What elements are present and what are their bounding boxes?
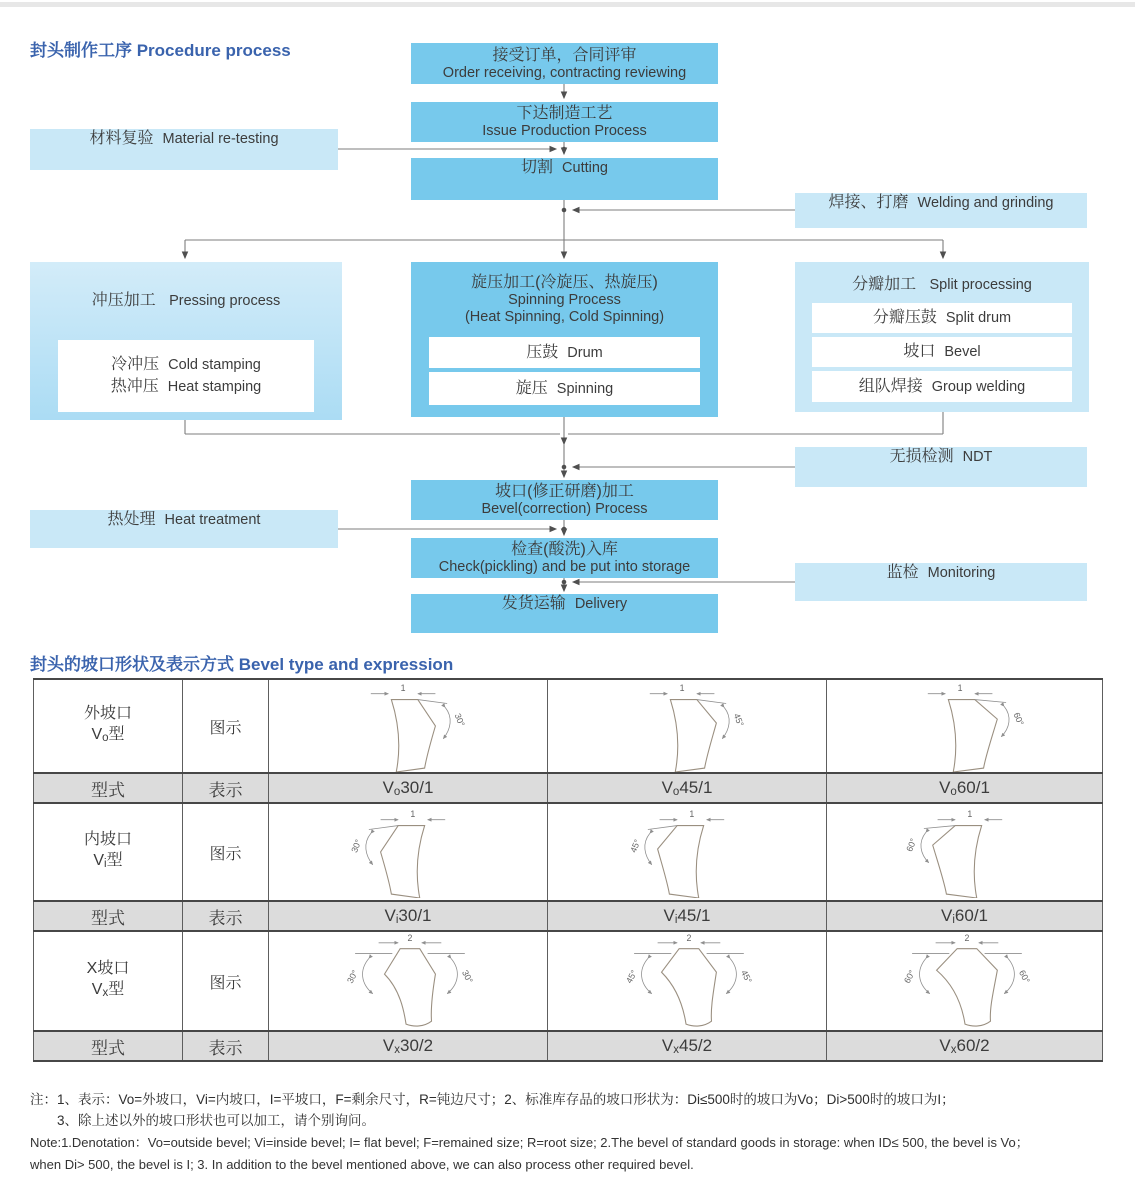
flow-item-heat-stamping [111, 376, 262, 398]
flow-step-issue-zh: 下达制造工艺 [516, 105, 613, 122]
svg-text:30°: 30° [349, 837, 364, 855]
flow-step-cutting-en: Cutting [562, 160, 608, 176]
group-vo-line1: 外坡口 [83, 705, 132, 722]
svg-text:60°: 60° [1011, 710, 1026, 728]
bevel-diagram-vi30 [318, 806, 498, 898]
diagram-cell-vo60 [827, 679, 1103, 773]
flow-branch-pressing-en: Pressing process [169, 293, 281, 309]
spinning-zh: 旋压 [515, 379, 548, 397]
footnotes [30, 1089, 1112, 1175]
diagram-label-cell: 图示 [183, 803, 269, 901]
flow-item-drum [429, 337, 700, 368]
code-vi45: Vi45/1 [548, 901, 827, 931]
code-vo45: Vo45/1 [548, 773, 827, 803]
flow-step-order [411, 43, 718, 84]
flow-step-cutting [411, 158, 718, 200]
diagram-label-cell: 图示 [183, 679, 269, 773]
svg-text:45°: 45° [738, 968, 755, 985]
flow-step-material-zh: 材料复验 [89, 130, 154, 147]
expr-label-cell: 表示 [183, 901, 269, 931]
group-label-vo [34, 679, 183, 773]
type-label-cell: 型式 [34, 901, 183, 931]
flow-item-spinning [429, 372, 700, 405]
note-zh-line1: 注：1、表示：Vo=外坡口，Vi=内坡口，I=平坡口，F=剩余尺寸，R=钝边尺寸；2、标准库存品的坡口形状为：Di≤500时的坡口为Vo；Di>500时的坡口为I； [30, 1092, 955, 1107]
type-label-cell: 型式 [34, 1031, 183, 1061]
diagram-cell-vo45 [548, 679, 827, 773]
flow-branch-spinning-head [411, 262, 718, 326]
code-vi30: Vi30/1 [269, 901, 548, 931]
flow-step-bevel-correction-en: Bevel(correction) Process [481, 501, 648, 517]
group-welding-zh: 组队焊接 [858, 377, 923, 395]
bevel-diagram-vi45 [597, 806, 777, 898]
svg-text:2: 2 [407, 933, 413, 943]
bevel-en: Bevel [944, 344, 981, 360]
flow-step-delivery [411, 594, 718, 633]
flow-step-material-retesting [30, 129, 338, 170]
split-drum-zh: 分瓣压鼓 [872, 309, 937, 326]
flow-item-cold-stamping [111, 354, 261, 376]
diagram-cell-vx45 [548, 931, 827, 1031]
group-vo-line2: Vo型 [91, 726, 125, 744]
bevel-diagram-vi60 [875, 806, 1055, 898]
heat-stamping-zh: 热冲压 [110, 378, 159, 395]
heat-stamping-en: Heat stamping [167, 379, 262, 395]
bevel-table-title: 封头的坡口形状及表示方式 Bevel type and expression [30, 655, 454, 674]
bevel-diagram-vx45 [593, 933, 781, 1029]
group-welding-en: Group welding [931, 378, 1026, 395]
flow-step-material-en: Material re-testing [162, 131, 279, 147]
flow-step-order-zh: 接受订单，合同评审 [492, 46, 637, 64]
flow-branch-split-en: Split processing [929, 277, 1032, 293]
flow-item-group-welding [812, 371, 1072, 402]
note-en-line1: Note:1.Denotation：Vo=outside bevel; Vi=inside bevel; I= flat bevel; F=remained size; R=root size; 2.The bevel of standard goods in storage: when ID≤ 500, the bevel is Vo； [30, 1135, 1029, 1150]
flow-step-ndt-en: NDT [962, 449, 993, 465]
diagram-cell-vi30 [269, 803, 548, 901]
group-vi-line2: Vi型 [93, 852, 123, 870]
code-vi60: Vi60/1 [827, 901, 1103, 931]
svg-text:1: 1 [966, 808, 972, 819]
diagram-cell-vi60 [827, 803, 1103, 901]
bevel-diagram-vo30 [318, 680, 498, 772]
code-vx60: Vx60/2 [827, 1031, 1103, 1061]
flow-step-welding-en: Welding and grinding [917, 195, 1054, 211]
spacer [160, 292, 164, 309]
flow-step-heat-treatment-zh: 热处理 [107, 511, 156, 528]
code-vx30: Vx30/2 [269, 1031, 548, 1061]
code-vx45: Vx45/2 [548, 1031, 827, 1061]
drum-zh: 压鼓 [526, 343, 559, 361]
svg-text:30°: 30° [344, 968, 360, 985]
diagram-cell-vx30 [269, 931, 548, 1031]
note-zh-line2: 3、除上述以外的坡口形状也可以加工，请个别询问。 [57, 1113, 376, 1128]
flow-branch-pressing-zh: 冲压加工 [91, 292, 156, 309]
cold-stamping-en: Cold stamping [168, 357, 261, 373]
table-row-vi-codes [34, 901, 1103, 931]
flowchart-title: 封头制作工序 Procedure process [30, 41, 291, 60]
flow-branch-spinning-en2: (Heat Spinning, Cold Spinning) [464, 309, 665, 325]
svg-text:60°: 60° [903, 836, 918, 854]
bevel-diagram-vx60 [871, 933, 1059, 1029]
svg-text:45°: 45° [623, 968, 639, 985]
svg-text:60°: 60° [1016, 968, 1032, 985]
flow-step-heat-treatment-en: Heat treatment [164, 512, 261, 528]
svg-text:1: 1 [410, 808, 416, 819]
svg-text:1: 1 [679, 682, 685, 693]
type-label-cell: 型式 [34, 773, 183, 803]
flow-item-stamping [58, 340, 314, 412]
diagram-label-cell: 图示 [183, 931, 269, 1031]
group-vx-line2: Vx型 [91, 981, 125, 999]
code-vo60: Vo60/1 [827, 773, 1103, 803]
flow-branch-spinning-en: Spinning Process [508, 292, 621, 308]
bevel-diagram-vo60 [875, 680, 1055, 772]
flow-branch-spinning-zh: 旋压加工(冷旋压、热旋压) [471, 274, 658, 291]
group-vx-line1: X坡口 [86, 960, 130, 977]
flow-step-order-en: Order receiving, contracting reviewing [442, 64, 687, 81]
svg-text:1: 1 [689, 808, 695, 819]
code-vo30: Vo30/1 [269, 773, 548, 803]
svg-text:2: 2 [686, 933, 692, 943]
flow-step-monitoring-en: Monitoring [927, 565, 996, 581]
flow-step-check-storage [411, 538, 718, 578]
flow-step-cutting-zh: 切割 [521, 159, 554, 176]
flow-step-monitoring [795, 563, 1087, 601]
flow-step-delivery-en: Delivery [574, 596, 628, 612]
flow-branch-pressing-head [30, 262, 342, 310]
cold-stamping-zh: 冷冲压 [111, 356, 160, 373]
group-label-vx [34, 931, 183, 1031]
svg-text:2: 2 [964, 933, 969, 943]
flow-step-issue [411, 102, 718, 142]
spinning-en: Spinning [556, 380, 614, 397]
flow-branch-split-zh: 分瓣加工 [852, 276, 917, 293]
drum-en: Drum [567, 344, 603, 361]
split-drum-en: Split drum [945, 310, 1012, 326]
table-row-vo-diagrams [34, 679, 1103, 773]
note-en-line2: when Di> 500, the bevel is I; 3. In addition to the bevel mentioned above, we can also process other required bevel. [30, 1157, 694, 1172]
flow-step-issue-en: Issue Production Process [482, 123, 647, 139]
group-vi-line1: 内坡口 [83, 831, 132, 848]
bevel-zh: 坡口 [903, 343, 936, 360]
svg-text:60°: 60° [901, 968, 917, 985]
flow-step-welding-zh: 焊接、打磨 [828, 194, 909, 211]
flow-step-check-zh: 检查(酸洗)入库 [511, 541, 618, 558]
flow-step-ndt-zh: 无损检测 [889, 448, 954, 465]
flow-step-welding-grinding [795, 193, 1087, 228]
group-label-vi [34, 803, 183, 901]
expr-label-cell: 表示 [183, 773, 269, 803]
flow-step-delivery-zh: 发货运输 [501, 595, 566, 612]
svg-text:45°: 45° [731, 711, 746, 729]
svg-text:1: 1 [957, 682, 963, 693]
table-row-vi-diagrams [34, 803, 1103, 901]
flow-step-monitoring-zh: 监检 [886, 564, 919, 581]
flow-item-split-drum [812, 303, 1072, 333]
svg-text:30°: 30° [452, 711, 467, 729]
bevel-diagram-vo45 [597, 680, 777, 772]
flow-step-check-en: Check(pickling) and be put into storage [438, 559, 691, 575]
bevel-diagram-vx30 [314, 933, 502, 1029]
diagram-cell-vx60 [827, 931, 1103, 1031]
svg-text:45°: 45° [628, 837, 643, 855]
table-row-vo-codes [34, 773, 1103, 803]
expr-label-cell: 表示 [183, 1031, 269, 1061]
table-row-vx-codes [34, 1031, 1103, 1061]
flow-item-bevel [812, 337, 1072, 367]
flow-branch-split-head [795, 262, 1089, 294]
flow-step-bevel-correction-zh: 坡口(修正研磨)加工 [495, 483, 634, 500]
diagram-cell-vo30 [269, 679, 548, 773]
flow-step-heat-treatment [30, 510, 338, 548]
spacer [921, 276, 925, 293]
svg-text:1: 1 [400, 682, 406, 693]
bevel-table [33, 678, 1103, 1062]
diagram-cell-vi45 [548, 803, 827, 901]
svg-text:30°: 30° [459, 968, 476, 985]
flow-step-bevel-correction [411, 480, 718, 520]
flow-step-ndt [795, 447, 1087, 487]
table-row-vx-diagrams [34, 931, 1103, 1031]
